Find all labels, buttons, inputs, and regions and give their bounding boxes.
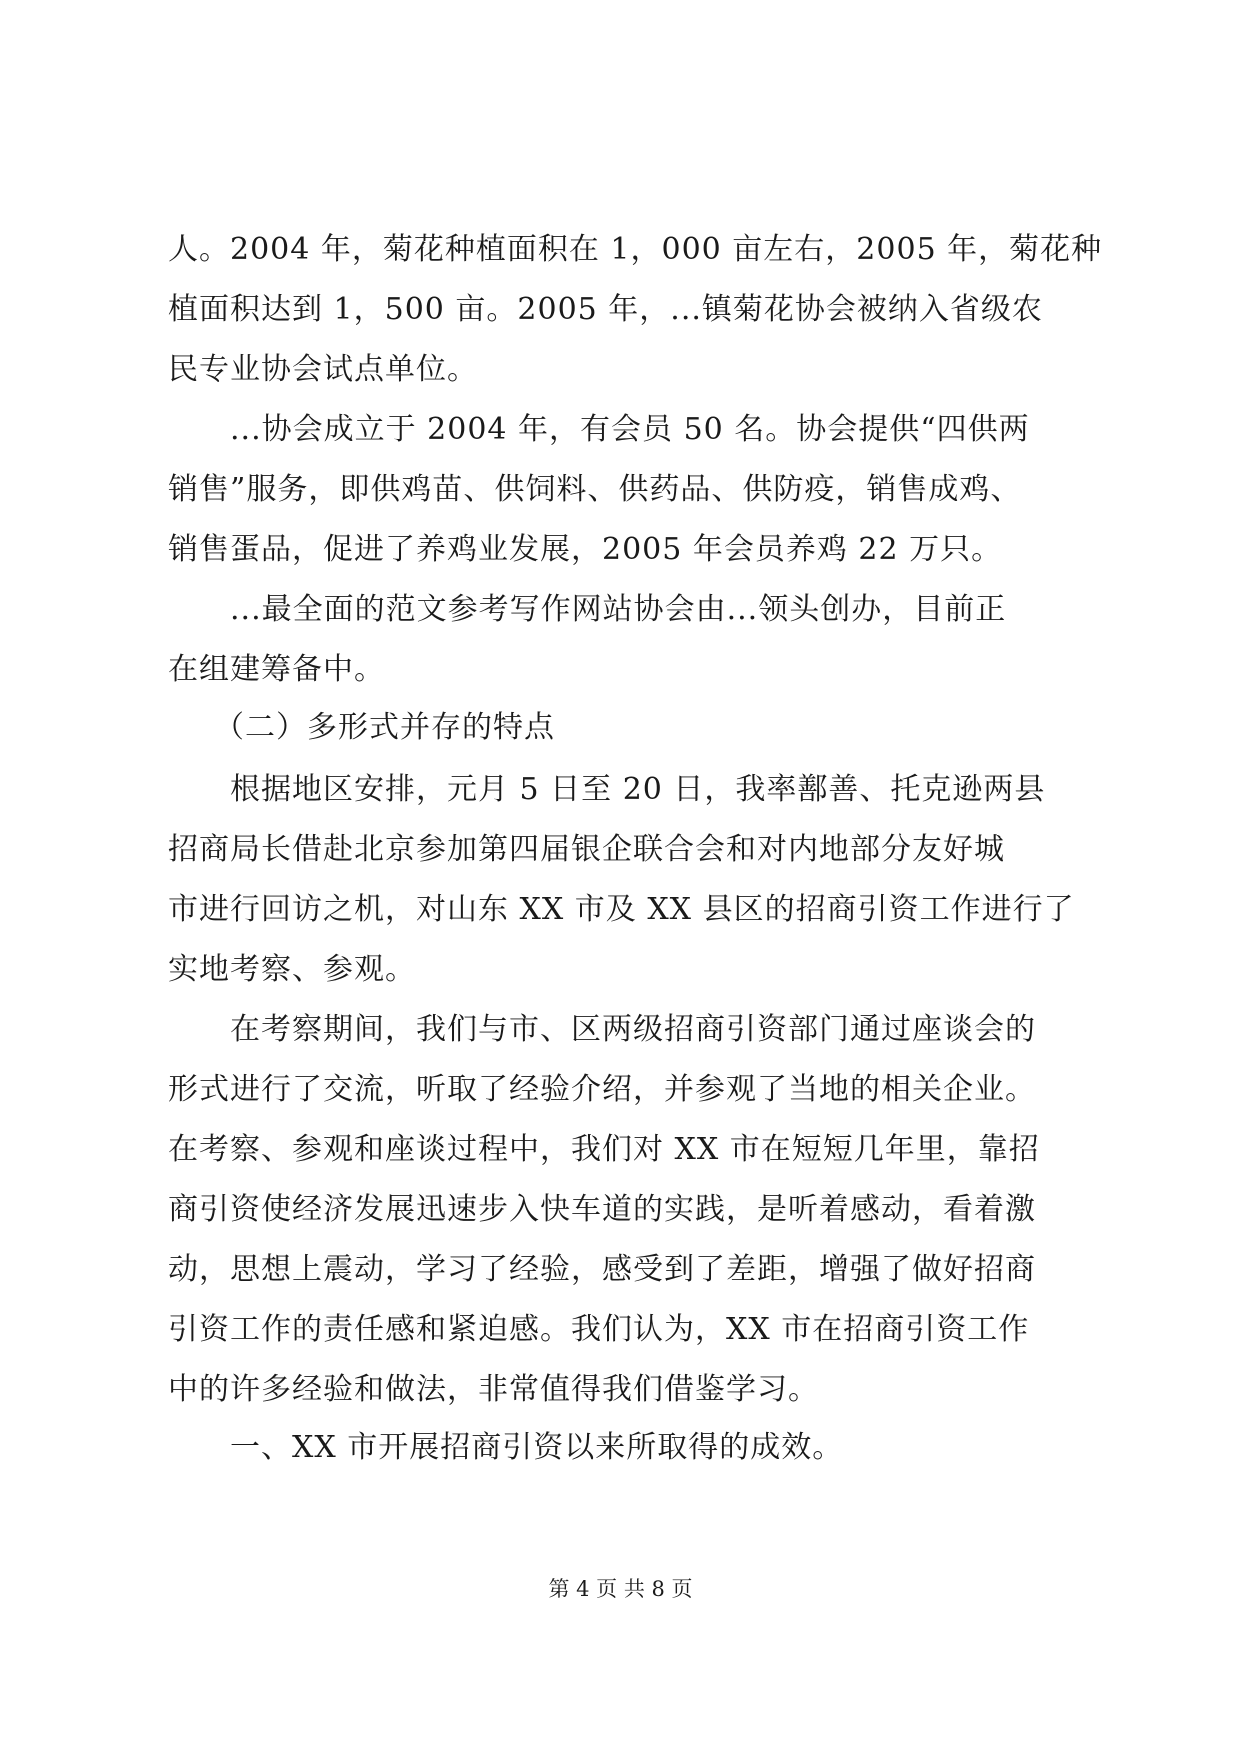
text-line: 动，思想上震动，学习了经验，感受到了差距，增强了做好招商 bbox=[168, 1252, 1036, 1287]
page-number-footer: 第 4 页 共 8 页 bbox=[548, 1577, 693, 1601]
text-line: 商引资使经济发展迅速步入快车道的实践，是听着感动，看着激 bbox=[168, 1192, 1036, 1227]
text-line: 在考察、参观和座谈过程中，我们对 XX 市在短短几年里，靠招 bbox=[168, 1132, 1040, 1167]
text-line: 在组建筹备中。 bbox=[168, 652, 385, 687]
text-line: 中的许多经验和做法，非常值得我们借鉴学习。 bbox=[168, 1372, 819, 1407]
text-line: 植面积达到 1，500 亩。2005 年，...镇菊花协会被纳入省级农 bbox=[168, 292, 1043, 327]
text-line: 民专业协会试点单位。 bbox=[168, 352, 478, 387]
text-line: 人。2004 年，菊花种植面积在 1，000 亩左右，2005 年，菊花种 bbox=[168, 232, 1103, 267]
text-line: 根据地区安排，元月 5 日至 20 日，我率鄯善、托克逊两县 bbox=[230, 772, 1046, 807]
text-line: ...协会成立于 2004 年，有会员 50 名。协会提供“四供两 bbox=[230, 412, 1030, 447]
text-line: 招商局长借赴北京参加第四届银企联合会和对内地部分友好城 bbox=[168, 832, 1005, 867]
text-line: 形式进行了交流，听取了经验介绍，并参观了当地的相关企业。 bbox=[168, 1072, 1036, 1107]
text-line: 实地考察、参观。 bbox=[168, 952, 416, 987]
text-line: 销售蛋品，促进了养鸡业发展，2005 年会员养鸡 22 万只。 bbox=[168, 532, 1003, 567]
text-line: 销售”服务，即供鸡苗、供饲料、供药品、供防疫，销售成鸡、 bbox=[168, 472, 1022, 507]
text-line: 市进行回访之机，对山东 XX 市及 XX 县区的招商引资工作进行了 bbox=[168, 892, 1075, 927]
text-line: 在考察期间，我们与市、区两级招商引资部门通过座谈会的 bbox=[230, 1012, 1036, 1047]
text-line: 引资工作的责任感和紧迫感。我们认为，XX 市在招商引资工作 bbox=[168, 1312, 1030, 1347]
section-heading: （二）多形式并存的特点 bbox=[214, 710, 555, 745]
section-heading: 一、XX 市开展招商引资以来所取得的成效。 bbox=[230, 1430, 844, 1465]
text-line: ...最全面的范文参考写作网站协会由...领头创办，目前正 bbox=[230, 592, 1007, 627]
